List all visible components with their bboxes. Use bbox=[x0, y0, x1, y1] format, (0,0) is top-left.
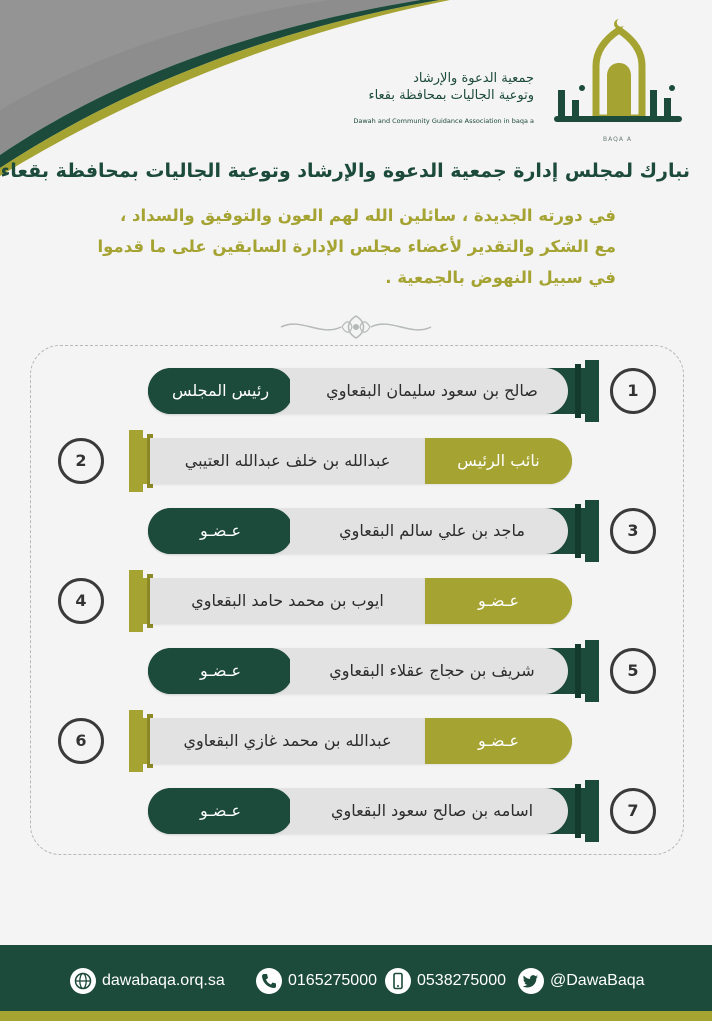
member-name: ماجد بن علي سالم البقعاوي bbox=[339, 521, 525, 540]
phone-contact[interactable] bbox=[256, 966, 377, 996]
member-number-badge: 2 bbox=[58, 438, 104, 484]
member-number-badge: 1 bbox=[610, 368, 656, 414]
mobile-contact[interactable] bbox=[385, 966, 506, 996]
phone-text: 0165275000 bbox=[288, 972, 377, 989]
logo-arabic-line1: جمعية الدعوة والإرشاد bbox=[413, 71, 534, 86]
website-text: dawabaqa.orq.sa bbox=[102, 972, 225, 989]
member-row-3 bbox=[0, 500, 712, 562]
member-pill bbox=[150, 718, 425, 764]
ornament-divider-icon bbox=[276, 312, 436, 342]
footer-bar bbox=[0, 945, 712, 1021]
footer-stripe bbox=[0, 1011, 712, 1021]
logo-arabic-name bbox=[368, 70, 534, 104]
member-name: ايوب بن محمد حامد البقعاوي bbox=[191, 591, 384, 610]
pill-join bbox=[290, 648, 298, 694]
logo-arabic-line2: وتوعية الجاليات بمحافظة بقعاء bbox=[368, 88, 534, 103]
phone-icon bbox=[256, 968, 282, 994]
pill-join bbox=[290, 788, 298, 834]
pill-join bbox=[290, 508, 298, 554]
member-role: عـضـو bbox=[425, 578, 572, 624]
member-role-pill bbox=[148, 368, 293, 414]
association-logo bbox=[353, 18, 694, 143]
member-number-badge: 3 bbox=[610, 508, 656, 554]
member-role-pill bbox=[425, 438, 572, 484]
intro-title: نبارك لمجلس إدارة جمعية الدعوة والإرشاد وتوعية الجاليات بمحافظة بقعاء bbox=[0, 160, 690, 182]
member-number-badge: 6 bbox=[58, 718, 104, 764]
member-pill bbox=[150, 438, 425, 484]
member-role: عـضـو bbox=[425, 718, 572, 764]
member-number-badge: 7 bbox=[610, 788, 656, 834]
member-pill bbox=[150, 578, 425, 624]
member-role: عـضـو bbox=[148, 788, 293, 834]
member-name: عبدالله بن محمد غازي البقعاوي bbox=[183, 731, 392, 750]
mobile-text: 0538275000 bbox=[417, 972, 506, 989]
member-name: عبدالله بن خلف عبدالله العتيبي bbox=[184, 451, 391, 470]
website-contact[interactable] bbox=[70, 966, 225, 996]
member-row-5 bbox=[0, 640, 712, 702]
twitter-icon bbox=[518, 968, 544, 994]
intro-body: في دورته الجديدة ، سائلين الله لهم العون والتوفيق والسداد ، مع الشكر والتقدير لأعضاء مجلس الإدارة السابقين على ما قدموا في سبيل النهوض بالجمعية . bbox=[97, 206, 616, 287]
member-name: صالح بن سعود سليمان البقعاوي bbox=[326, 381, 538, 400]
member-row-4 bbox=[0, 570, 712, 632]
globe-icon bbox=[70, 968, 96, 994]
member-role-pill bbox=[148, 788, 293, 834]
logo-english-name: Dawah and Community Guidance Association in baqa a bbox=[353, 117, 534, 125]
member-row-6 bbox=[0, 710, 712, 772]
member-role: نائب الرئيس bbox=[425, 438, 572, 484]
twitter-text: @DawaBaqa bbox=[550, 972, 645, 989]
member-row-1 bbox=[0, 360, 712, 422]
member-role: رئيس المجلس bbox=[148, 368, 293, 414]
logo-sub-caption: BAQA A bbox=[603, 136, 632, 143]
member-role: عـضـو bbox=[148, 648, 293, 694]
mosque-emblem-icon bbox=[544, 18, 694, 133]
member-number-badge: 5 bbox=[610, 648, 656, 694]
member-row-7 bbox=[0, 780, 712, 842]
member-name: شريف بن حجاج عقلاء البقعاوي bbox=[329, 661, 535, 680]
twitter-contact[interactable] bbox=[518, 966, 645, 996]
pill-join bbox=[290, 368, 298, 414]
member-name: اسامه بن صالح سعود البقعاوي bbox=[330, 801, 534, 820]
mobile-icon bbox=[385, 968, 411, 994]
member-number-badge: 4 bbox=[58, 578, 104, 624]
member-role-pill bbox=[425, 718, 572, 764]
member-role-pill bbox=[148, 648, 293, 694]
member-role-pill bbox=[148, 508, 293, 554]
member-role-pill bbox=[425, 578, 572, 624]
member-row-2 bbox=[0, 430, 712, 492]
member-role: عـضـو bbox=[148, 508, 293, 554]
